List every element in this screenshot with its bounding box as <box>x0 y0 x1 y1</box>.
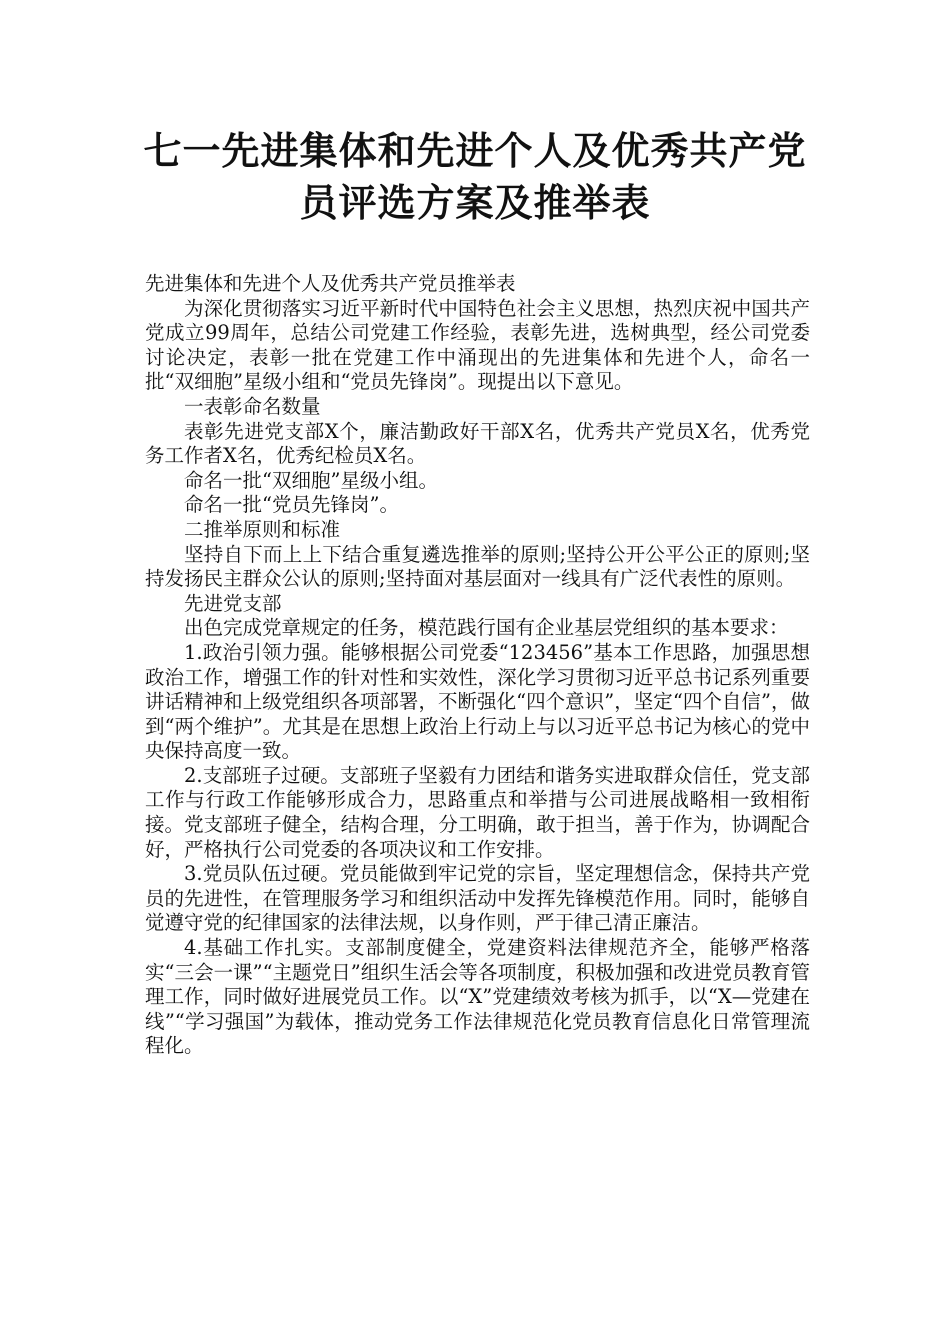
paragraph: 表彰先进党支部X个，廉洁勤政好干部X名，优秀共产党员X名，优秀党务工作者X名，优秀纪检员X名。 <box>145 419 810 468</box>
paragraph: 为深化贯彻落实习近平新时代中国特色社会主义思想，热烈庆祝中国共产党成立99周年，总结公司党建工作经验，表彰先进，选树典型，经公司党委讨论决定，表彰一批在党建工作中涌现出的先进集体和先进个人，命名一批“双细胞”星级小组和“党员先锋岗”。现提出以下意见。 <box>145 296 810 394</box>
paragraph: 1.政治引领力强。能够根据公司党委“123456”基本工作思路，加强思想政治工作，增强工作的针对性和实效性，深化学习贯彻习近平总书记系列重要讲话精神和上级党组织各项部署，不断强化“四个意识”，坚定“四个自信”，做到“两个维护”。尤其是在思想上政治上行动上与以习近平总书记为核心的党中央保持高度一致。 <box>145 640 810 763</box>
paragraph: 命名一批“党员先锋岗”。 <box>184 493 399 517</box>
document-body <box>145 272 810 1059</box>
document-title-line-1: 七一先进集体和先进个人及优秀共产党 <box>143 129 807 173</box>
paragraph: 4.基础工作扎实。支部制度健全，党建资料法律规范齐全，能够严格落实“三会一课”“主题党日”组织生活会等各项制度，积极加强和改进党员教育管理工作，同时做好进展党员工作。以“X”党建绩效考核为抓手，以“X—党建在线”“学习强国”为载体，推动党务工作法律规范化党员教育信息化日常管理流程化。 <box>145 936 810 1058</box>
paragraph: 先进党支部 <box>184 591 282 615</box>
paragraph: 二推举原则和标准 <box>184 517 341 541</box>
paragraph: 一表彰命名数量 <box>184 394 321 418</box>
paragraph: 3.党员队伍过硬。党员能做到牢记党的宗旨，坚定理想信念，保持共产党员的先进性，在管理服务学习和组织活动中发挥先锋模范作用。同时，能够自觉遵守党的纪律国家的法律法规，以身作则，严于律己清正廉洁。 <box>145 862 810 935</box>
paragraph: 先进集体和先进个人及优秀共产党员推举表 <box>145 272 516 295</box>
paragraph: 命名一批“双细胞”星级小组。 <box>184 468 438 492</box>
document-title <box>120 125 830 229</box>
document-title-line-2: 员评选方案及推举表 <box>299 181 651 225</box>
paragraph: 出色完成党章规定的任务，模范践行国有企业基层党组织的基本要求： <box>184 616 789 640</box>
paragraph: 坚持自下而上上下结合重复遴选推举的原则;坚持公开公平公正的原则;坚持发扬民主群众公认的原则;坚持面对基层面对一线具有广泛代表性的原则。 <box>145 542 810 591</box>
paragraph: 2.支部班子过硬。支部班子坚毅有力团结和谐务实进取群众信任，党支部工作与行政工作能够形成合力，思路重点和举措与公司进展战略相一致相衔接。党支部班子健全，结构合理，分工明确，敢于担当，善于作为，协调配合好，严格执行公司党委的各项决议和工作安排。 <box>145 763 810 861</box>
